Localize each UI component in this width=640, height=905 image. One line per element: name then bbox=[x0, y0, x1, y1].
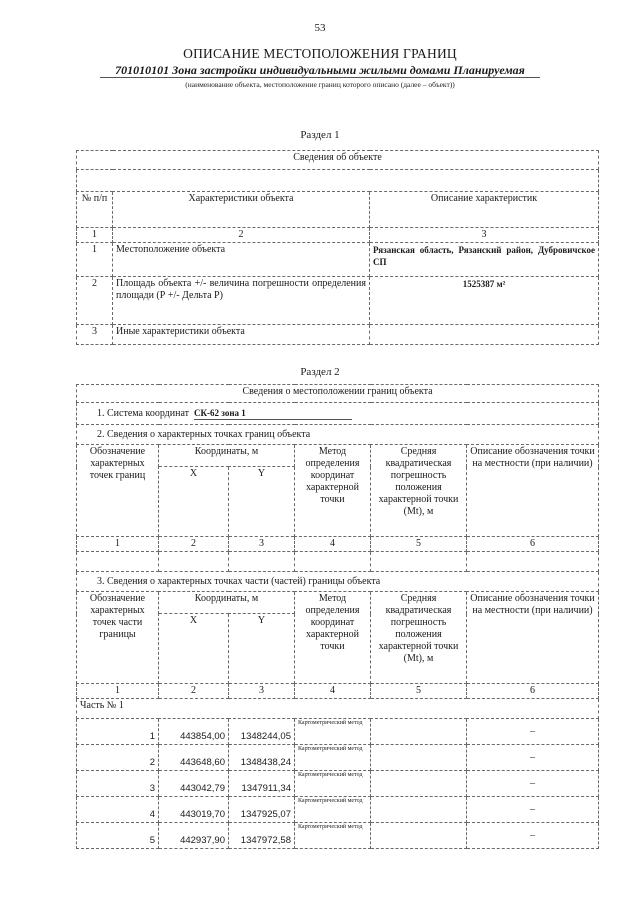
object-name: 701010101 Зона застройки индивидуальными жилыми домами Планируемая bbox=[100, 63, 540, 78]
row-description: 1525387 м² bbox=[370, 277, 599, 325]
point-number: 5 bbox=[77, 823, 159, 849]
col-point-description-header: Описание обозначения точки на местности (при наличии) bbox=[467, 592, 599, 684]
object-info-table bbox=[76, 150, 599, 345]
row-number: 1 bbox=[77, 243, 113, 277]
point-x: 443648,60 bbox=[159, 745, 229, 771]
point-method: Картометрический метод bbox=[295, 771, 371, 797]
object-name-note: (наименование объекта, местоположение границ которого описано (далее – объект)) bbox=[185, 80, 455, 89]
point-number: 3 bbox=[77, 771, 159, 797]
index-cell: 1 bbox=[77, 228, 113, 243]
point-accuracy bbox=[371, 771, 467, 797]
table-row bbox=[77, 719, 599, 745]
point-y: 1347925,07 bbox=[229, 797, 295, 823]
col-description-header: Описание характеристик bbox=[370, 192, 599, 228]
point-y: 1347911,34 bbox=[229, 771, 295, 797]
col-x-header: X bbox=[159, 467, 229, 537]
coord-system-value: СК-62 зона 1 bbox=[194, 407, 352, 420]
empty-cell bbox=[467, 552, 599, 572]
table-row bbox=[77, 771, 599, 797]
points-section-title: 2. Сведения о характерных точках границ объекта bbox=[77, 425, 599, 445]
col-point-description-header: Описание обозначения точки на местности (при наличии) bbox=[467, 445, 599, 537]
point-method: Картометрический метод bbox=[295, 719, 371, 745]
index-cell: 2 bbox=[159, 537, 229, 552]
col-number-header: № п/п bbox=[77, 192, 113, 228]
part-label: Часть № 1 bbox=[77, 699, 599, 719]
point-description: – bbox=[467, 745, 599, 771]
row-characteristic: Площадь объекта +/- величина погрешности определения площади (Р +/- Дельта Р) bbox=[113, 277, 370, 325]
point-description: – bbox=[467, 797, 599, 823]
point-accuracy bbox=[371, 823, 467, 849]
table-row bbox=[77, 823, 599, 849]
row-number: 2 bbox=[77, 277, 113, 325]
point-method: Картометрический метод bbox=[295, 797, 371, 823]
col-designation-header: Обозначение характерных точек границ bbox=[77, 445, 159, 537]
empty-cell bbox=[229, 552, 295, 572]
empty-cell bbox=[371, 552, 467, 572]
row-characteristic: Иные характеристики объекта bbox=[113, 325, 370, 345]
blank-row bbox=[77, 170, 599, 192]
point-number: 1 bbox=[77, 719, 159, 745]
point-x: 443042,79 bbox=[159, 771, 229, 797]
point-accuracy bbox=[371, 797, 467, 823]
point-y: 1348244,05 bbox=[229, 719, 295, 745]
col-accuracy-header: Средняя квадратическая погрешность положения характерной точки (Mt), м bbox=[371, 592, 467, 684]
point-x: 442937,90 bbox=[159, 823, 229, 849]
col-characteristic-header: Характеристики объекта bbox=[113, 192, 370, 228]
index-cell: 4 bbox=[295, 537, 371, 552]
col-y-header: Y bbox=[229, 467, 295, 537]
empty-cell bbox=[77, 552, 159, 572]
point-accuracy bbox=[371, 719, 467, 745]
document-title: ОПИСАНИЕ МЕСТОПОЛОЖЕНИЯ ГРАНИЦ bbox=[183, 46, 457, 61]
index-cell: 1 bbox=[77, 684, 159, 699]
col-coords-header: Координаты, м bbox=[159, 592, 295, 614]
point-y: 1348438,24 bbox=[229, 745, 295, 771]
point-x: 443854,00 bbox=[159, 719, 229, 745]
index-cell: 5 bbox=[371, 684, 467, 699]
index-cell: 2 bbox=[159, 684, 229, 699]
point-number: 4 bbox=[77, 797, 159, 823]
col-designation-header: Обозначение характерных точек части границы bbox=[77, 592, 159, 684]
index-cell: 2 bbox=[113, 228, 370, 243]
index-cell: 4 bbox=[295, 684, 371, 699]
empty-cell bbox=[295, 552, 371, 572]
point-y: 1347972,58 bbox=[229, 823, 295, 849]
index-cell: 3 bbox=[229, 684, 295, 699]
point-method: Картометрический метод bbox=[295, 745, 371, 771]
index-cell: 3 bbox=[229, 537, 295, 552]
coord-system-label: 1. Система координат bbox=[97, 408, 190, 419]
row-description bbox=[370, 325, 599, 345]
col-coords-header: Координаты, м bbox=[159, 445, 295, 467]
row-characteristic: Местоположение объекта bbox=[113, 243, 370, 277]
empty-cell bbox=[159, 552, 229, 572]
boundary-table-title: Сведения о местоположении границ объекта bbox=[77, 385, 599, 403]
coord-system-row bbox=[77, 403, 599, 425]
row-description: Рязанская область, Рязанский район, Дубровичское СП bbox=[370, 243, 599, 277]
point-description: – bbox=[467, 719, 599, 745]
point-x: 443019,70 bbox=[159, 797, 229, 823]
point-method: Картометрический метод bbox=[295, 823, 371, 849]
point-description: – bbox=[467, 823, 599, 849]
index-cell: 5 bbox=[371, 537, 467, 552]
page-number: 53 bbox=[314, 22, 326, 34]
col-x-header: X bbox=[159, 614, 229, 684]
point-description: – bbox=[467, 771, 599, 797]
parts-section-title: 3. Сведения о характерных точках части (частей) границы объекта bbox=[77, 572, 599, 592]
row-number: 3 bbox=[77, 325, 113, 345]
index-cell: 1 bbox=[77, 537, 159, 552]
table-row bbox=[77, 745, 599, 771]
col-accuracy-header: Средняя квадратическая погрешность положения характерной точки (Mt), м bbox=[371, 445, 467, 537]
col-method-header: Метод определения координат характерной точки bbox=[295, 445, 371, 537]
index-cell: 3 bbox=[370, 228, 599, 243]
table-row bbox=[77, 797, 599, 823]
section-1-heading: Раздел 1 bbox=[300, 129, 340, 141]
point-accuracy bbox=[371, 745, 467, 771]
col-y-header: Y bbox=[229, 614, 295, 684]
section-2-heading: Раздел 2 bbox=[300, 366, 340, 378]
object-info-table-title: Сведения об объекте bbox=[77, 151, 599, 170]
point-number: 2 bbox=[77, 745, 159, 771]
col-method-header: Метод определения координат характерной точки bbox=[295, 592, 371, 684]
index-cell: 6 bbox=[467, 684, 599, 699]
index-cell: 6 bbox=[467, 537, 599, 552]
boundary-table bbox=[76, 384, 599, 849]
